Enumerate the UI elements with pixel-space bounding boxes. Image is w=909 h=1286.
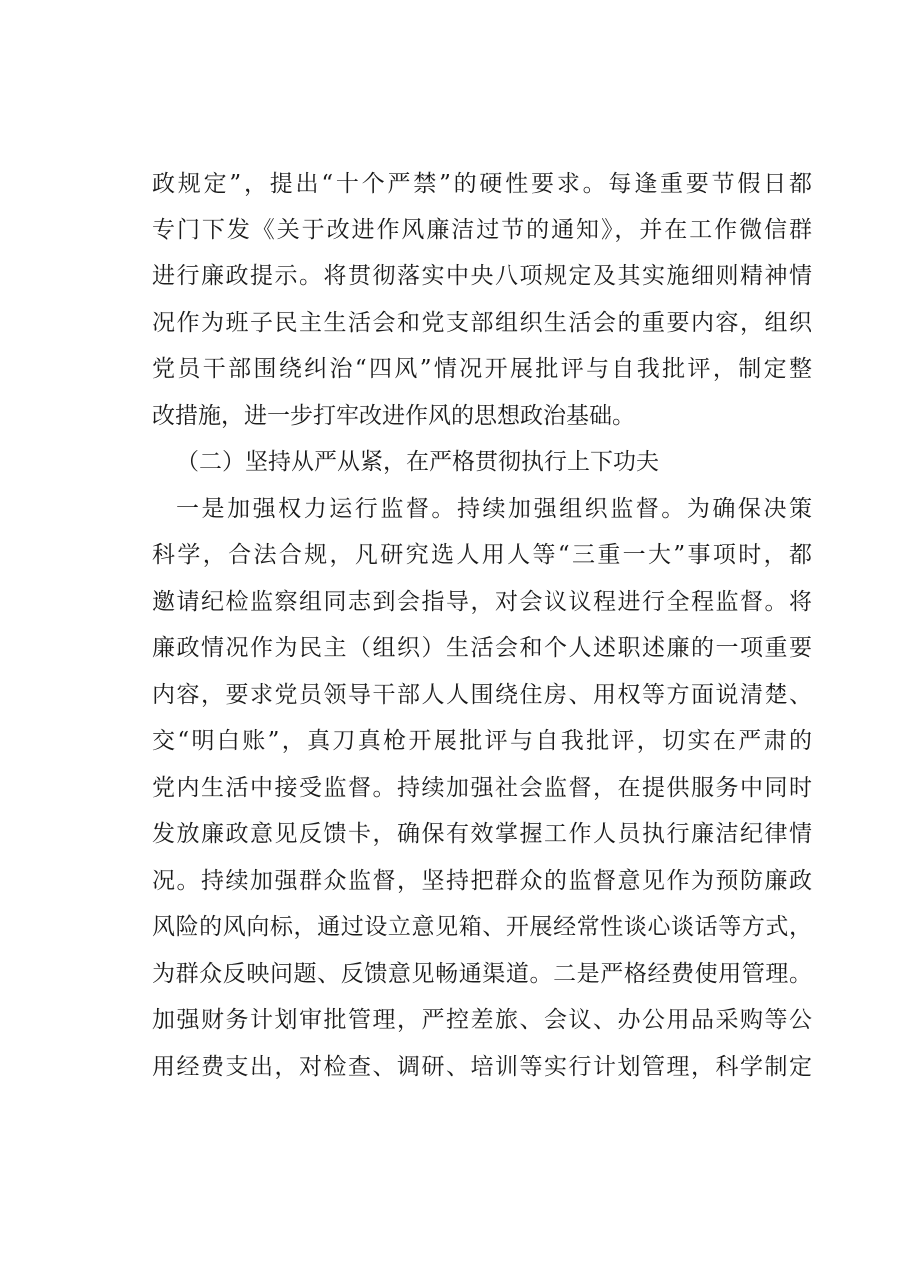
- text-line-13: 交“明白账”，真刀真枪开展批评与自我批评，切实在严肃的: [152, 728, 812, 754]
- text-line-18: 为群众反映问题、反馈意见畅通渠道。二是严格经费使用管理。: [152, 961, 812, 987]
- text-line-19: 加强财务计划审批管理，严控差旅、会议、办公用品采购等公: [152, 1007, 812, 1033]
- text-line-11: 廉政情况作为民主（组织）生活会和个人述职述廉的一项重要: [152, 635, 812, 661]
- text-line-20: 用经费支出，对检查、调研、培训等实行计划管理，科学制定: [152, 1054, 812, 1080]
- text-line-15: 发放廉政意见反馈卡，确保有效掌握工作人员执行廉洁纪律情: [152, 821, 812, 847]
- text-line-12: 内容，要求党员领导干部人人围绕住房、用权等方面说清楚、: [152, 682, 812, 708]
- text-line-5: 党员干部围绕纠治“四风”情况开展批评与自我批评，制定整: [152, 356, 812, 382]
- text-line-8: 一是加强权力运行监督。持续加强组织监督。为确保决策: [176, 496, 812, 522]
- text-line-9: 科学，合法合规，凡研究选人用人等“三重一大”事项时，都: [152, 542, 812, 568]
- text-line-10: 邀请纪检监察组同志到会指导，对会议议程进行全程监督。将: [152, 589, 812, 615]
- text-line-16: 况。持续加强群众监督，坚持把群众的监督意见作为预防廉政: [152, 868, 812, 894]
- text-line-1: 政规定”，提出“十个严禁”的硬性要求。每逢重要节假日都: [152, 171, 812, 197]
- text-line-6: 改措施，进一步打牢改进作风的思想政治基础。: [152, 403, 635, 429]
- text-line-2: 专门下发《关于改进作风廉洁过节的通知》，并在工作微信群: [152, 217, 812, 243]
- text-line-3: 进行廉政提示。将贯彻落实中央八项规定及其实施细则精神情: [152, 263, 812, 289]
- text-line-14: 党内生活中接受监督。持续加强社会监督，在提供服务中同时: [152, 775, 812, 801]
- text-line-17: 风险的风向标，通过设立意见箱、开展经常性谈心谈话等方式，: [152, 914, 812, 940]
- text-line-4: 况作为班子民主生活会和党支部组织生活会的重要内容，组织: [152, 310, 812, 336]
- section-heading: （二）坚持从严从紧，在严格贯彻执行上下功夫: [176, 449, 659, 475]
